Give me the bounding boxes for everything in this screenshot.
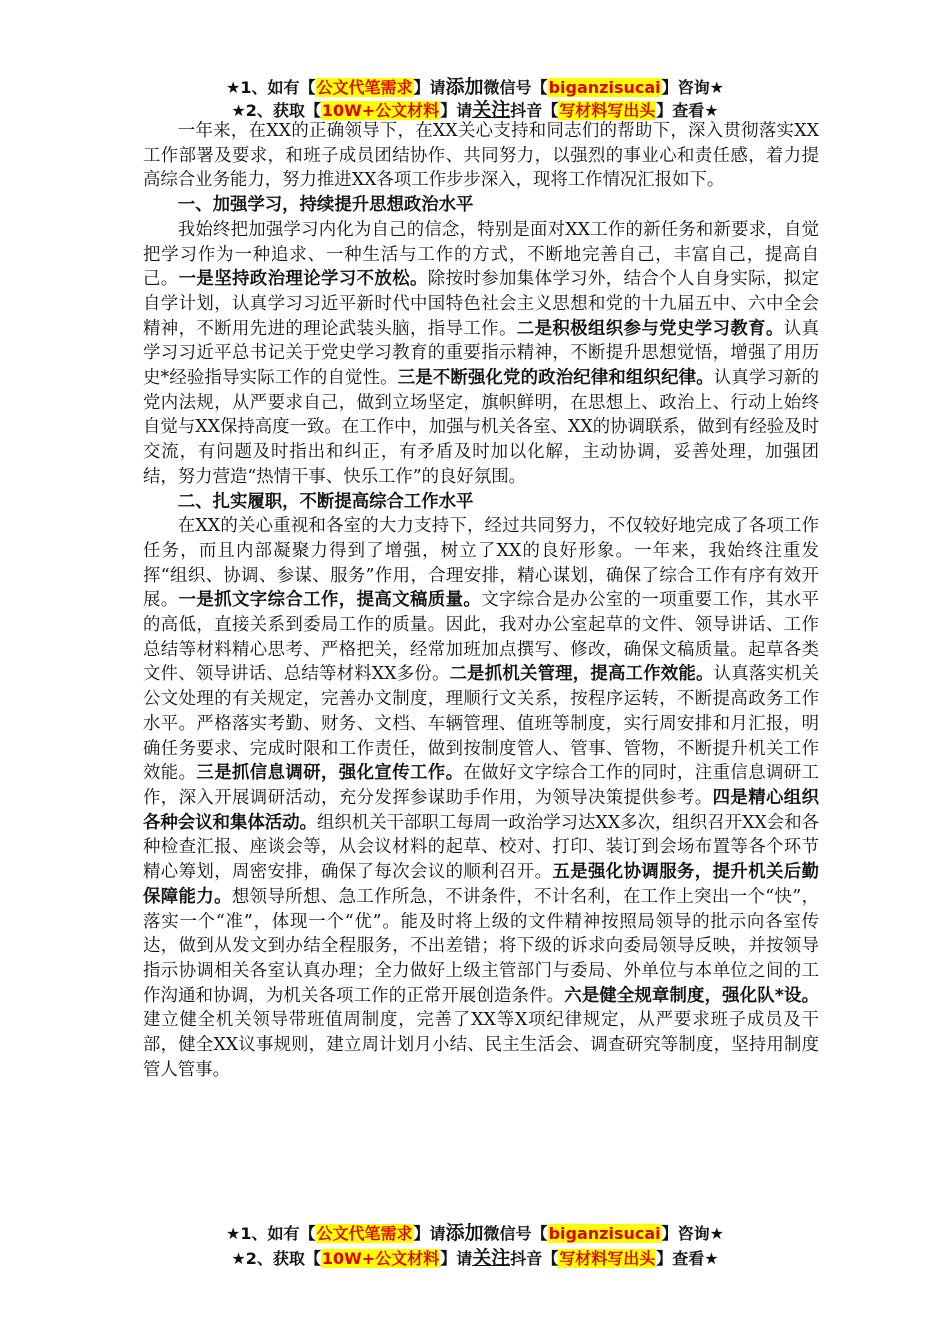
banner-text: 微信号【 [483, 1224, 548, 1243]
banner-text: 】请 [440, 101, 473, 120]
banner-highlight: 公文代笔需求 [316, 78, 413, 97]
banner-text: ★2、获取【 [231, 1249, 321, 1268]
banner-text: 抖音【 [510, 101, 559, 120]
banner-text: 】请 [413, 78, 446, 97]
banner-highlight: 写材料写出头 [559, 101, 656, 120]
banner-highlight: 公文代笔需求 [316, 1224, 413, 1243]
banner-emphasis: 添加 [445, 1222, 484, 1244]
section1-heading: 一、加强学习，持续提升思想政治水平 [177, 195, 474, 216]
banner-emphasis: 关注 [472, 99, 511, 121]
section1-paragraph: 我始终把加强学习内化为自己的信念，特别是面对XX工作的新任务和新要求，自觉把学习作为一种追求、一种生活与工作的方式，不断地完善自己，丰富自己，提高自己。一是坚持政治理论学习不放松。除按时参加集体学习外，结合个人自身实际，拟定自学计划，认真学习习近平新时代中国特色社会主义思想和党的十九届五中、六中全会精神，不断用先进的理论武装头脑，指导工作。二是积极组织参与党史学习教育。认真学习习近平总书记关于党史学习教育的重要指示精神，不断提升思想觉悟，增强了用历史*经验指导实际工作的自觉性。三是不断强化党的政治纪律和组织纪律。认真学习新的党内法规，从严要求自己，做到立场坚定，旗帜鲜明，在思想上、政治上、行动上始终自觉与XX保持高度一致。在工作中，加强与机关各室、XX的协调联系，做到有经验及时交流，有问题及时指出和纠正，有矛盾及时加以化解，主动协调，妥善处理，加强团结，努力营造“热情干事、快乐工作”的良好氛围。 [143, 219, 819, 487]
document-body [143, 119, 819, 1082]
banner-highlight: biganzisucai [548, 1224, 661, 1243]
banner-text: 】请 [413, 1224, 446, 1243]
banner-text: 】查看★ [656, 1249, 719, 1268]
section2-paragraph: 在XX的关心重视和各室的大力支持下，经过共同努力，不仅较好地完成了各项工作任务，而且内部凝聚力得到了增强，树立了XX的良好形象。一年来，我始终注重发挥“组织、协调、参谋、服务”作用，合理安排，精心谋划，确保了综合工作有序有效开展。一是抓文字综合工作，提高文稿质量。文字综合是办公室的一项重要工作，其水平的高低，直接关系到委局工作的质量。因此，我对办公室起草的文件、领导讲话、工作总结等材料精心思考、严格把关，经常加班加点撰写、修改，确保文稿质量。起草各类文件、领导讲话、总结等材料XX多份。二是抓机关管理，提高工作效能。认真落实机关公文处理的有关规定，完善办文制度，理顺行文关系，按程序运转，不断提高政务工作水平。严格落实考勤、财务、文档、车辆管理、值班等制度，实行周安排和月汇报，明确任务要求、完成时限和工作责任，做到按制度管人、管事、管物，不断提升机关工作效能。三是抓信息调研，强化宣传工作。在做好文字综合工作的同时，注重信息调研工作，深入开展调研活动，充分发挥参谋助手作用，为领导决策提供参考。四是精心组织各种会议和集体活动。组织机关干部职工每周一政治学习达XX多次，组织召开XX会和各种检查汇报、座谈会等，从会议材料的起草、校对、打印、装订到会场布置等各个环节精心筹划，周密安排，确保了每次会议的顺利召开。五是强化协调服务，提升机关后勤保障能力。想领导所想、急工作所急，不讲条件，不计名利，在工作上突出一个“快”，落实一个“准”，体现一个“优”。能及时将上级的文件精神按照局领导的批示向各室传达，做到从发文到办结全程服务，不出差错；将下级的诉求向委局领导反映，并按领导指示协调相关各室认真办理；全力做好上级主管部门与委局、外单位与本单位之间的工作沟通和协调，为机关各项工作的正常开展创造条件。六是健全规章制度，强化队*设。建立健全机关领导带班值周制度，完善了XX等X项纪律规定，从严要求班子成员及干部，健全XX议事规则，建立周计划月小结、民主生活会、调查研究等制度，坚持用制度管人管事。 [143, 516, 819, 1080]
banner-text: 】请 [440, 1249, 473, 1268]
section2-heading: 二、扎实履职，不断提高综合工作水平 [177, 491, 474, 512]
banner-text: 微信号【 [483, 78, 548, 97]
banner-highlight: biganzisucai [548, 78, 661, 97]
banner-text: ★2、获取【 [231, 101, 321, 120]
bottom-banner-line2 [0, 1243, 950, 1270]
bottom-banner-line1 [0, 1218, 950, 1245]
banner-text: 】咨询★ [661, 78, 724, 97]
banner-highlight: 10W+公文材料 [321, 101, 440, 120]
intro-paragraph: 一年来，在XX的正确领导下，在XX关心支持和同志们的帮助下，深入贯彻落实XX工作部署及要求，和班子成员团结协作、共同努力，以强烈的事业心和责任感，着力提高综合业务能力，努力推进XX各项工作步步深入，现将工作情况汇报如下。 [143, 121, 819, 191]
banner-text: ★1、如有【 [226, 1224, 316, 1243]
top-banner-line2 [0, 95, 950, 122]
banner-text: 】咨询★ [661, 1224, 724, 1243]
banner-emphasis: 关注 [472, 1247, 511, 1269]
banner-highlight: 10W+公文材料 [321, 1249, 440, 1268]
banner-text: 】查看★ [656, 101, 719, 120]
banner-emphasis: 添加 [445, 76, 484, 98]
banner-highlight: 写材料写出头 [559, 1249, 656, 1268]
banner-text: 抖音【 [510, 1249, 559, 1268]
banner-text: ★1、如有【 [226, 78, 316, 97]
